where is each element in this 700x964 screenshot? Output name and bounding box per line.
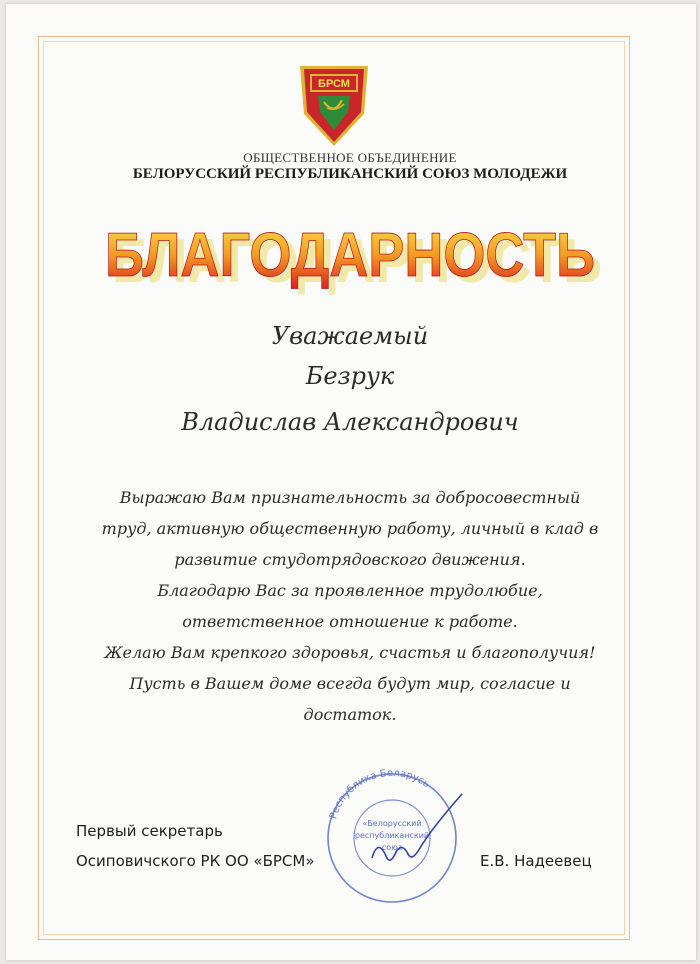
org-type-label: ОБЩЕСТВЕННОЕ ОБЪЕДИНЕНИЕ: [243, 150, 457, 165]
body-line: развитие студотрядовского движения.: [174, 550, 526, 569]
heading-text: БЛАГОДАРНОСТЬ: [105, 221, 595, 290]
gratitude-text: [70, 482, 630, 730]
recipient-surname: Безрук: [305, 362, 395, 390]
stamp-ring-text: Республика Беларусь: [328, 767, 432, 821]
certificate-heading: [90, 198, 610, 298]
emblem-text: БРСМ: [318, 78, 350, 90]
org-name-label: БЕЛОРУССКИЙ РЕСПУБЛИКАНСКИЙ СОЮЗ МОЛОДЕЖИ: [132, 166, 568, 182]
body-line: Выражаю Вам признательность за добросовестный: [119, 488, 581, 507]
stamp-center-line: республиканский: [354, 831, 430, 840]
svg-text:Республика Беларусь: [328, 768, 431, 821]
body-line: Благодарю Вас за проявленное трудолюбие,: [157, 581, 543, 600]
stamp-center-line: союз: [381, 843, 403, 852]
greeting-salutation: Уважаемый: [271, 322, 429, 350]
body-line: достаток.: [303, 705, 397, 724]
signatory-organization: Осиповичского РК ОО «БРСМ»: [76, 852, 315, 870]
brsm-emblem-logo: [294, 56, 374, 148]
body-line: Желаю Вам крепкого здоровья, счастья и благополучия!: [104, 643, 596, 662]
body-line: ответственное отношение к работе.: [182, 612, 518, 631]
official-stamp: [312, 758, 492, 908]
stamp-center-line: «Белорусский: [362, 819, 422, 828]
signatory-name: Е.В. Надеевец: [480, 852, 592, 870]
recipient-name: Владислав Александрович: [181, 408, 519, 436]
signatory-title: Первый секретарь: [76, 822, 223, 840]
heading-shadow: БЛАГОДАРНОСТЬ: [112, 227, 602, 296]
body-line: Пусть в Вашем доме всегда будут мир, согласие и: [129, 674, 571, 693]
body-line: труд, активную общественную работу, личный в клад в: [101, 519, 599, 538]
